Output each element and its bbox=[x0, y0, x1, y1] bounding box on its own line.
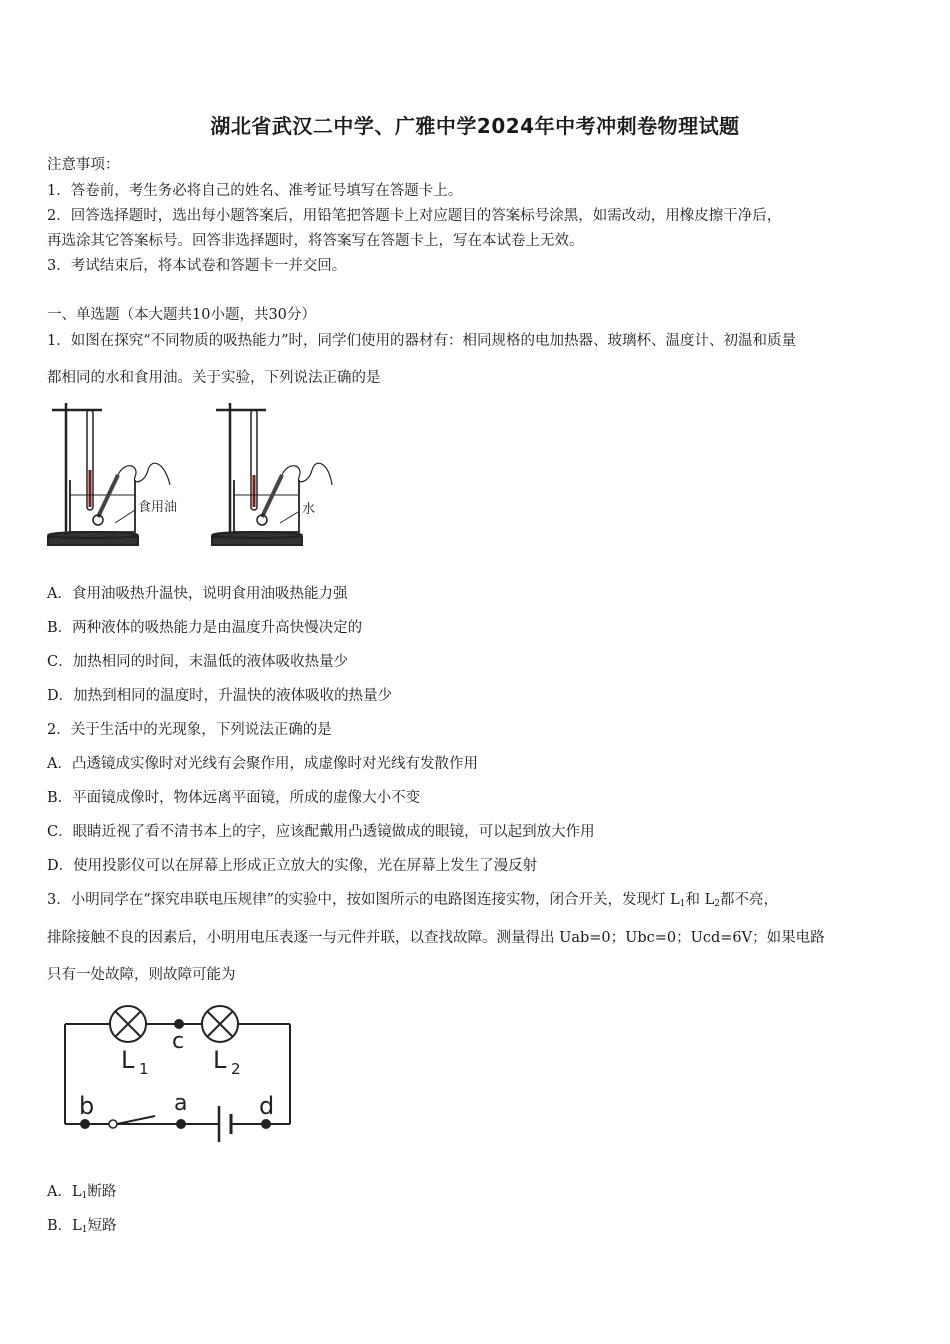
q3-stem-line-2: 排除接触不良的因素后，小明用电压表逐一与元件并联，以查找故障。测量得出 Uab=0；Ubc=0；Ucd=6V；如果电路 bbox=[47, 930, 825, 946]
notice-heading: 注意事项： bbox=[47, 157, 120, 173]
page-title: 湖北省武汉二中学、广雅中学2024年中考冲刺卷物理试题 bbox=[210, 114, 740, 138]
label-c: c bbox=[172, 1029, 185, 1054]
q3-option-b: B．$L_1$短路 bbox=[47, 1218, 117, 1235]
q2-option-c: C．眼睛近视了看不清书本上的字，应该配戴用凸透镜做成的眼镜，可以起到放大作用 bbox=[47, 824, 595, 840]
label-l1-sub: 1 bbox=[139, 1060, 149, 1078]
notice-item-1: 1．答卷前，考生务必将自己的姓名、准考证号填写在答题卡上。 bbox=[47, 183, 463, 199]
label-l2-sub: 2 bbox=[231, 1060, 241, 1078]
notice-item-2-cont: 再选涂其它答案标号。回答非选择题时，将答案写在答题卡上，写在本试卷上无效。 bbox=[47, 233, 584, 249]
q3-circuit-diagram bbox=[55, 1000, 305, 1150]
q3-stem-line-3: 只有一处故障，则故障可能为 bbox=[47, 967, 236, 983]
q2-option-d: D．使用投影仪可以在屏幕上形成正立放大的实像，光在屏幕上发生了漫反射 bbox=[47, 858, 538, 874]
oil-setup bbox=[48, 403, 170, 545]
q1-stem-line-2: 都相同的水和食用油。关于实验，下列说法正确的是 bbox=[47, 370, 381, 386]
node-d bbox=[261, 1119, 271, 1129]
q1-apparatus-figure bbox=[40, 395, 350, 555]
q2-option-a: A．凸透镜成实像时对光线有会聚作用，成虚像时对光线有发散作用 bbox=[47, 756, 478, 772]
q1-option-d: D．加热到相同的温度时，升温快的液体吸收的热量少 bbox=[47, 688, 393, 704]
q1-option-b: B．两种液体的吸热能力是由温度升高快慢决定的 bbox=[47, 620, 363, 636]
oil-label: 食用油 bbox=[138, 500, 178, 515]
q1-option-a: A．食用油吸热升温快，说明食用油吸热能力强 bbox=[47, 586, 348, 602]
q1-stem-line-1: 1．如图在探究“不同物质的吸热能力”时，同学们使用的器材有：相同规格的电加热器、玻璃杯、温度计、初温和质量 bbox=[47, 333, 797, 349]
node-c bbox=[174, 1019, 184, 1029]
q2-stem: 2．关于生活中的光现象，下列说法正确的是 bbox=[47, 722, 332, 738]
label-b: b bbox=[79, 1092, 95, 1120]
water-label: 水 bbox=[302, 502, 316, 517]
node-a bbox=[176, 1119, 186, 1129]
water-setup bbox=[212, 403, 332, 545]
label-l1: L bbox=[121, 1046, 135, 1074]
label-a: a bbox=[174, 1091, 188, 1116]
node-b bbox=[80, 1119, 90, 1129]
switch-pivot bbox=[109, 1120, 117, 1128]
label-l2: L bbox=[213, 1046, 227, 1074]
q3-stem-line-1: 3．小明同学在“探究串联电压规律”的实验中，按如图所示的电路图连接实物，闭合开关，发现灯 $L_1$和 $L_2$都不亮， bbox=[47, 892, 779, 909]
q1-option-c: C．加热相同的时间，末温低的液体吸收热量少 bbox=[47, 654, 349, 670]
notice-item-3: 3．考试结束后，将本试卷和答题卡一并交回。 bbox=[47, 258, 347, 274]
section-heading: 一、单选题（本大题共10小题，共30分） bbox=[47, 307, 316, 323]
label-d: d bbox=[259, 1092, 275, 1120]
q3-option-a: A．$L_1$断路 bbox=[47, 1184, 117, 1201]
q2-option-b: B．平面镜成像时，物体远离平面镜，所成的虚像大小不变 bbox=[47, 790, 421, 806]
notice-item-2: 2．回答选择题时，选出每小题答案后，用铅笔把答题卡上对应题目的答案标号涂黑，如需改动，用橡皮擦干净后， bbox=[47, 208, 782, 224]
